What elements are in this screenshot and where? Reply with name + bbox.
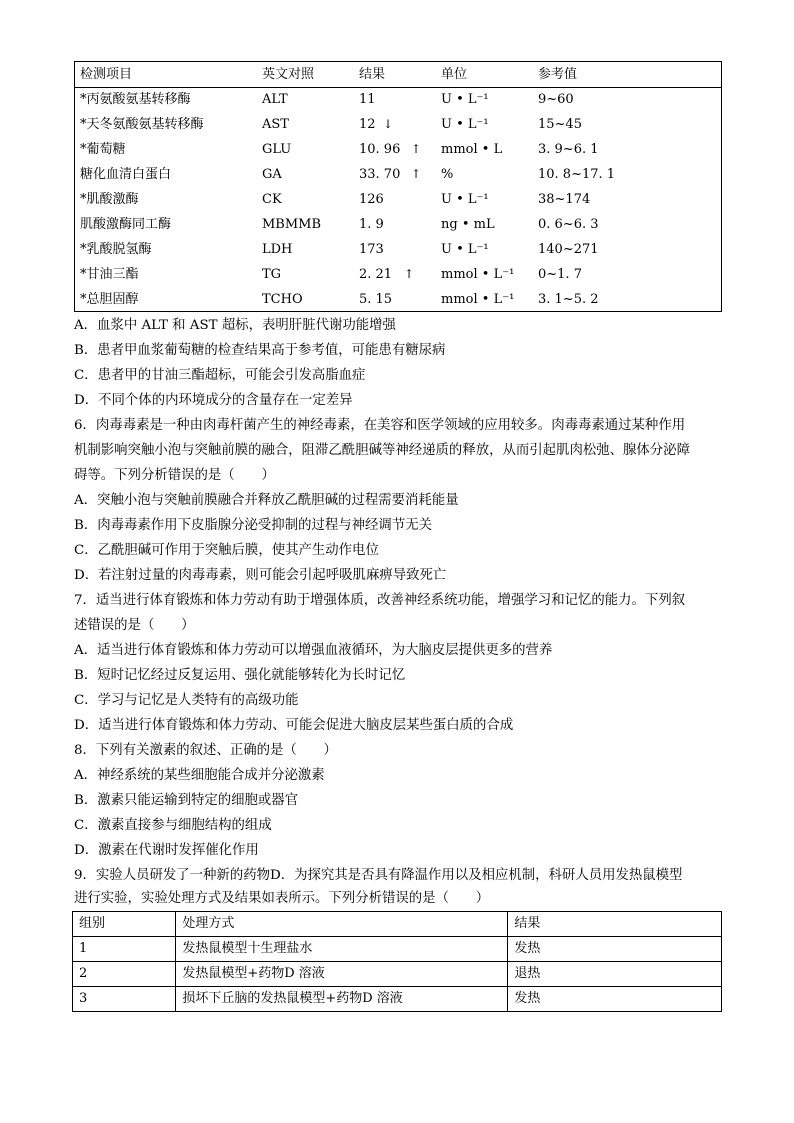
header-english: 英文对照 xyxy=(262,67,315,82)
header-treatment: 处理方式 xyxy=(176,912,508,937)
test-name-cell: *甘油三酯 xyxy=(80,267,139,282)
test-name-cell: *葡萄糖 xyxy=(80,142,126,157)
table-row xyxy=(73,987,722,1012)
english-abbr-cell: AST xyxy=(262,117,289,132)
test-name-cell: 肌酸激酶同工酶 xyxy=(80,217,172,232)
reference-cell: 3. 9~6. 1 xyxy=(538,142,599,157)
english-abbr-cell: LDH xyxy=(262,242,293,257)
treatment-cell: 损坏下丘脑的发热鼠模型+药物D 溶液 xyxy=(176,987,508,1012)
unit-cell: mmol • L xyxy=(441,142,503,157)
unit-cell: U • L⁻¹ xyxy=(441,117,489,132)
unit-cell: ng • mL xyxy=(441,217,495,232)
result-cell: 10. 96 xyxy=(359,142,401,157)
unit-cell: U • L⁻¹ xyxy=(441,92,489,107)
reference-cell: 38~174 xyxy=(538,192,591,207)
arrow-up-icon: ↑ xyxy=(404,267,415,281)
table-row xyxy=(75,187,721,212)
test-name-cell: *乳酸脱氢酶 xyxy=(80,242,152,257)
outcome-cell: 发热 xyxy=(508,937,722,962)
english-abbr-cell: CK xyxy=(262,192,282,207)
q6-stem-line-1: 6．肉毒毒素是一种由肉毒杆菌产生的神经毒素，在美容和医学领域的应用较多。肉毒毒素通过某种作用 xyxy=(74,418,686,433)
header-unit: 单位 xyxy=(441,67,468,82)
table-row xyxy=(73,962,722,987)
reference-cell: 3. 1~5. 2 xyxy=(538,292,599,307)
group-cell: 1 xyxy=(73,937,176,962)
outcome-cell: 发热 xyxy=(508,987,722,1012)
unit-cell: % xyxy=(441,167,454,182)
q5-option-a: A．血浆中 ALT 和 AST 超标，表明肝脏代谢功能增强 xyxy=(74,318,396,333)
outcome-cell: 退热 xyxy=(508,962,722,987)
reference-cell: 0. 6~6. 3 xyxy=(538,217,599,232)
header-result: 结果 xyxy=(359,67,386,82)
result-cell: 173 xyxy=(359,242,384,257)
q6-stem-line-3: 碍等。下列分析错误的是（ ） xyxy=(74,468,275,483)
q8-option-b: B．激素只能运输到特定的细胞或器官 xyxy=(74,793,299,808)
english-abbr-cell: GLU xyxy=(262,142,292,157)
test-name-cell: *总胆固醇 xyxy=(80,292,139,307)
unit-cell: U • L⁻¹ xyxy=(441,192,489,207)
reference-cell: 10. 8~17. 1 xyxy=(538,167,616,182)
reference-cell: 9~60 xyxy=(538,92,574,107)
table-row xyxy=(75,287,721,312)
arrow-up-icon: ↑ xyxy=(411,167,422,181)
unit-cell: U • L⁻¹ xyxy=(441,242,489,257)
result-cell: 2. 21 xyxy=(359,267,393,282)
table-row xyxy=(75,212,721,237)
q5-option-c: C．患者甲的甘油三酯超标，可能会引发高脂血症 xyxy=(74,368,366,383)
result-cell: 12 xyxy=(359,117,376,132)
arrow-down-icon: ↓ xyxy=(383,117,394,131)
arrow-up-icon: ↑ xyxy=(411,142,422,156)
q8-option-a: A．神经系统的某些细胞能合成并分泌激素 xyxy=(74,768,325,783)
test-name-cell: 糖化血清白蛋白 xyxy=(80,167,172,182)
q6-option-c: C．乙酰胆碱可作用于突触后膜，使其产生动作电位 xyxy=(74,543,379,558)
q8-option-c: C．激素直接参与细胞结构的组成 xyxy=(74,818,272,833)
header-outcome: 结果 xyxy=(508,912,722,937)
unit-cell: mmol • L⁻¹ xyxy=(441,292,515,307)
q8-option-d: D．激素在代谢时发挥催化作用 xyxy=(74,843,259,858)
english-abbr-cell: GA xyxy=(262,167,282,182)
treatment-cell: 发热鼠模型十生理盐水 xyxy=(176,937,508,962)
group-cell: 3 xyxy=(73,987,176,1012)
result-cell: 5. 15 xyxy=(359,292,393,307)
experiment-table-header xyxy=(73,912,722,937)
table-row xyxy=(73,937,722,962)
lab-table-header xyxy=(75,62,721,88)
q7-option-d: D．适当进行体育锻炼和体力劳动、可能会促进大脑皮层某些蛋白质的合成 xyxy=(74,718,514,733)
q7-stem-line-1: 7．适当进行体育锻炼和体力劳动有助于增强体质，改善神经系统功能，增强学习和记忆的能力。下列叙 xyxy=(74,593,686,608)
english-abbr-cell: MBMMB xyxy=(262,217,322,232)
result-cell: 33. 70 xyxy=(359,167,401,182)
table-row xyxy=(75,237,721,262)
q6-option-d: D．若注射过量的肉毒毒素，则可能会引起呼吸肌麻痹导致死亡 xyxy=(74,568,447,583)
treatment-cell: 发热鼠模型+药物D 溶液 xyxy=(176,962,508,987)
q7-stem-line-2: 述错误的是（ ） xyxy=(74,618,195,633)
q5-option-d: D．不同个体的内环境成分的含量存在一定差异 xyxy=(74,393,353,408)
table-row xyxy=(75,137,721,162)
result-cell: 11 xyxy=(359,92,376,107)
table-row xyxy=(75,162,721,187)
q7-option-b: B．短时记忆经过反复运用、强化就能够转化为长时记忆 xyxy=(74,668,406,683)
english-abbr-cell: TG xyxy=(262,267,282,282)
reference-cell: 140~271 xyxy=(538,242,599,257)
table-row xyxy=(75,87,721,112)
test-name-cell: *天冬氨酸氨基转移酶 xyxy=(80,117,204,132)
q6-stem-line-2: 机制影响突触小泡与突触前膜的融合，阻滞乙酰胆碱等神经递质的释放，从而引起肌肉松弛、腺体分泌障 xyxy=(74,443,690,458)
unit-cell: mmol • L⁻¹ xyxy=(441,267,515,282)
q7-option-c: C．学习与记忆是人类特有的高级功能 xyxy=(74,693,299,708)
test-name-cell: *丙氨酸氨基转移酶 xyxy=(80,92,191,107)
experiment-table xyxy=(72,911,722,1012)
q9-stem-line-2: 进行实验，实验处理方式及结果如表所示。下列分析错误的是（ ） xyxy=(74,891,490,906)
reference-cell: 0~1. 7 xyxy=(538,267,582,282)
q9-stem-line-1: 9．实验人员研发了一种新的药物D．为探究其是否具有降温作用以及相应机制，科研人员用发热鼠模型 xyxy=(74,868,683,883)
q7-option-a: A．适当进行体育锻炼和体力劳动可以增强血液循环，为大脑皮层提供更多的营养 xyxy=(74,643,553,658)
english-abbr-cell: TCHO xyxy=(262,292,303,307)
result-cell: 126 xyxy=(359,192,384,207)
test-name-cell: *肌酸激酶 xyxy=(80,192,139,207)
reference-cell: 15~45 xyxy=(538,117,582,132)
q6-option-a: A．突触小泡与突触前膜融合并释放乙酰胆碱的过程需要消耗能量 xyxy=(74,493,459,508)
q8-stem: 8．下列有关激素的叙述、正确的是（ ） xyxy=(74,743,337,758)
q5-option-b: B．患者甲血浆葡萄糖的检查结果高于参考值，可能患有糖尿病 xyxy=(74,343,446,358)
group-cell: 2 xyxy=(73,962,176,987)
table-row xyxy=(75,112,721,137)
header-group: 组别 xyxy=(73,912,176,937)
table-row xyxy=(75,262,721,287)
result-cell: 1. 9 xyxy=(359,217,384,232)
header-reference: 参考值 xyxy=(538,67,578,82)
english-abbr-cell: ALT xyxy=(262,92,288,107)
lab-results-table xyxy=(74,61,722,312)
header-test-item: 检测项目 xyxy=(80,67,133,82)
q6-option-b: B．肉毒毒素作用下皮脂腺分泌受抑制的过程与神经调节无关 xyxy=(74,518,432,533)
